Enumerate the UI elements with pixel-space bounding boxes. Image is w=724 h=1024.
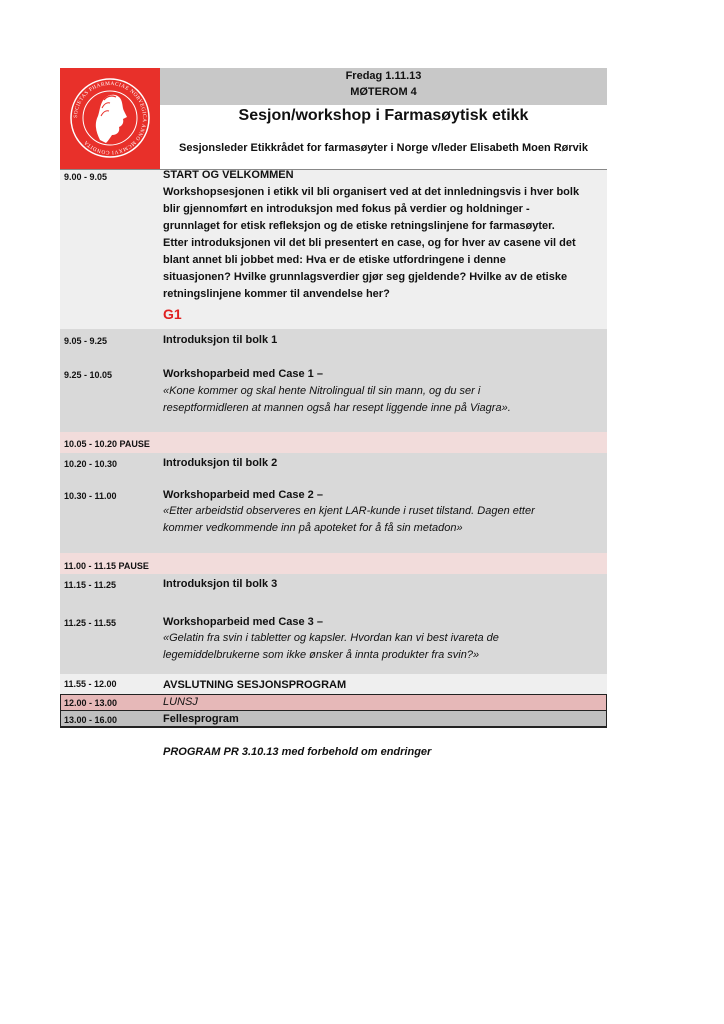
block-3-work-time: 11.25 - 11.55 (64, 618, 117, 628)
case-2-text (163, 503, 603, 537)
common-program-time: 13.00 - 16.00 (64, 715, 118, 725)
block-2-work-time: 10.30 - 11.00 (64, 491, 117, 501)
block-3-intro-time: 11.15 - 11.25 (64, 580, 117, 590)
intro-line: blir gjennomført en introduksjon med fokus på verdier og holdninger - (163, 203, 530, 215)
session-leader: Sesjonsleder Etikkrådet for farmasøyter i Norge v/leder Elisabeth Moen Rørvik (179, 142, 588, 154)
case-3-text (163, 630, 603, 664)
society-logo (60, 68, 160, 169)
lunch-label: LUNSJ (163, 696, 198, 708)
intro-line: blant annet bli jobbet med: Hva er de etiske utfordringene i denne (163, 254, 506, 266)
pause-2-label: 11.00 - 11.15 PAUSE (64, 561, 149, 571)
intro-line: Etter introduksjonen vil det bli presentert en case, og for hver av casene vil det (163, 237, 576, 249)
intro-time: 9.00 - 9.05 (64, 172, 108, 182)
seal-ring-text: SOCIETAS PHARMACIAE NORVEGICA ANNO MCMXVI CONDITA (72, 80, 148, 156)
program-footnote: PROGRAM PR 3.10.13 med forbehold om endringer (163, 746, 432, 758)
block-3-intro-label: Introduksjon til bolk 3 (163, 578, 278, 590)
lunch-time: 12.00 - 13.00 (64, 698, 118, 708)
session-date: Fredag 1.11.13 (345, 70, 422, 82)
block-1-intro-time: 9.05 - 9.25 (64, 336, 108, 346)
block-1-work-label: Workshoparbeid med Case 1 – (163, 368, 323, 380)
intro-heading: START OG VELKOMMEN (163, 169, 294, 181)
block-3-work-label: Workshoparbeid med Case 3 – (163, 616, 323, 628)
case-3-line: legemiddelbrukerne som ikke ønsker å innta produkter fra svin?» (163, 649, 480, 661)
session-room: MØTEROM 4 (350, 86, 417, 98)
case-3-line: «Gelatin fra svin i tabletter og kapsler. Hvordan kan vi best ivareta de (163, 632, 499, 644)
closing-label: AVSLUTNING SESJONSPROGRAM (163, 679, 347, 691)
common-program-label: Fellesprogram (163, 713, 239, 725)
closing-time: 11.55 - 12.00 (64, 679, 117, 689)
intro-line: situasjonen? Hvilke grunnlagsverdier gjør seg gjeldende? Hvilke av de etiske (163, 271, 568, 283)
group-label: G1 (163, 306, 182, 322)
block-1-work-time: 9.25 - 10.05 (64, 370, 113, 380)
case-1-line: reseptformidleren at mannen også har resept liggende inne på Viagra». (163, 402, 511, 414)
intro-content (163, 167, 603, 323)
block-2-intro-time: 10.20 - 10.30 (64, 459, 118, 469)
block-2-work-label: Workshoparbeid med Case 2 – (163, 489, 323, 501)
session-title: Sesjon/workshop i Farmasøytisk etikk (238, 107, 529, 124)
society-seal-icon (60, 68, 160, 169)
block-1-intro-label: Introduksjon til bolk 1 (163, 334, 278, 346)
case-1-line: «Kone kommer og skal hente Nitrolingual til sin mann, og du ser i (163, 385, 481, 397)
intro-line: grunnlaget for etisk refleksjon og de etiske retningslinjene for farmasøyter. (163, 220, 555, 232)
case-1-text (163, 383, 603, 417)
case-2-line: «Etter arbeidstid observeres en kjent LAR-kunde i ruset tilstand. Dagen etter (163, 505, 535, 517)
intro-line: retningslinjene kommer til anvendelse her? (163, 288, 390, 300)
intro-line: Workshopsesjonen i etikk vil bli organisert ved at det innledningsvis i hver bolk (163, 186, 580, 198)
pause-1-label: 10.05 - 10.20 PAUSE (64, 439, 150, 449)
case-2-line: kommer vedkommende inn på apoteket for å få sin metadon» (163, 522, 463, 534)
block-2-intro-label: Introduksjon til bolk 2 (163, 457, 278, 469)
